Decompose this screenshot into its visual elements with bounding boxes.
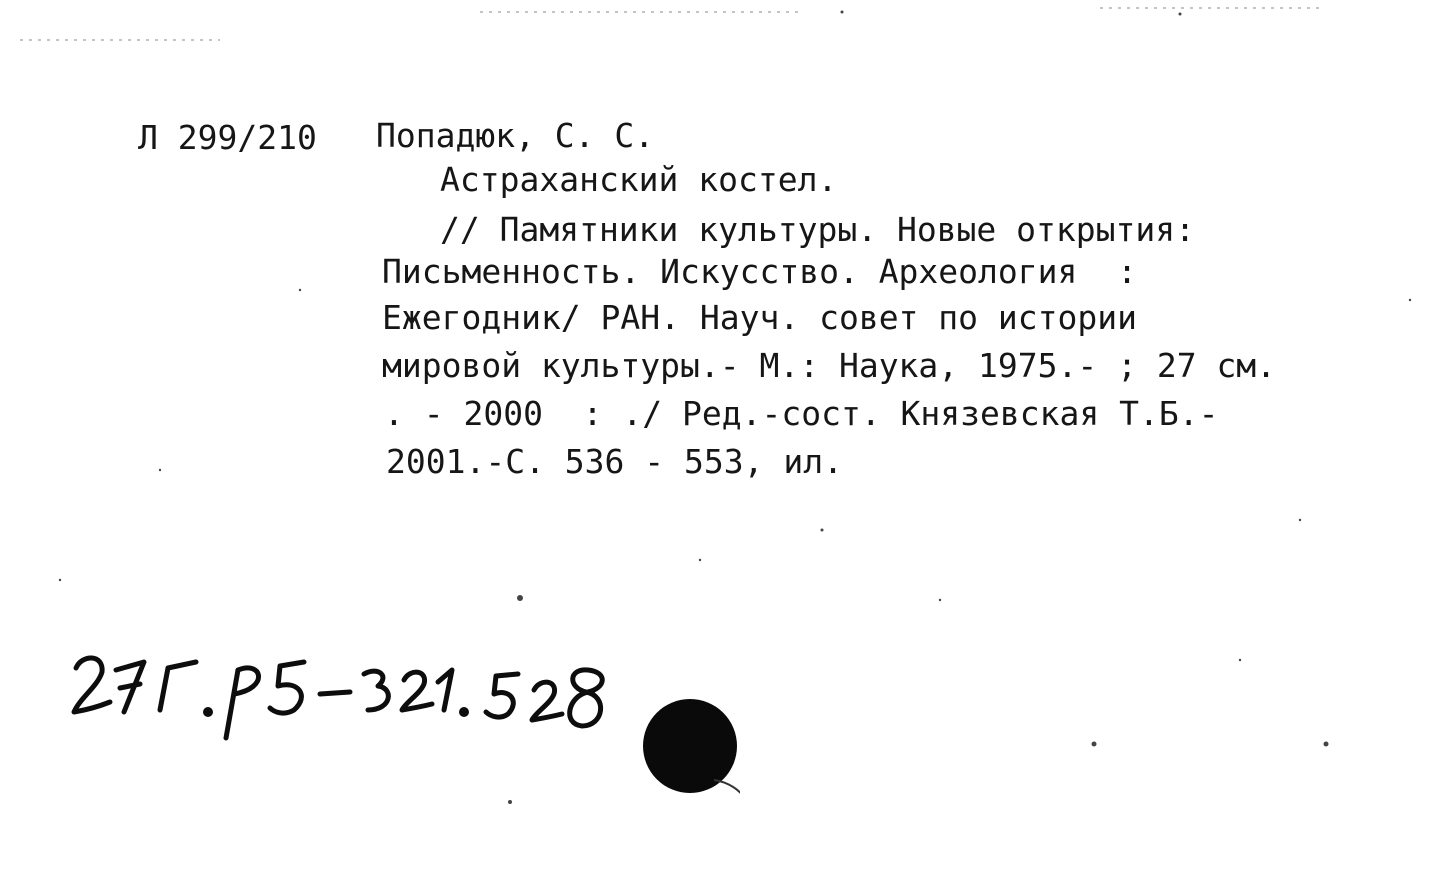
- citation-line: мировой культуры.- М.: Наука, 1975.- ; 27 см.: [382, 346, 1277, 385]
- citation-line: 2001.-С. 536 - 553, ил.: [386, 442, 843, 481]
- work-title: Астраханский костел.: [440, 160, 838, 199]
- citation-line: // Памятники культуры. Новые открытия:: [440, 210, 1195, 249]
- author-name: Попадюк, С. С.: [376, 116, 655, 155]
- punch-hole: [640, 698, 740, 798]
- citation-line: . - 2000 : ./ Ред.-сост. Князевская Т.Б.-: [384, 394, 1219, 433]
- citation-line: Ежегодник/ РАН. Науч. совет по истории: [382, 298, 1137, 337]
- handwritten-classification-code: [68, 640, 648, 750]
- shelf-mark: Л 299/210: [138, 118, 317, 157]
- citation-line: Письменность. Искусство. Археология :: [382, 252, 1137, 291]
